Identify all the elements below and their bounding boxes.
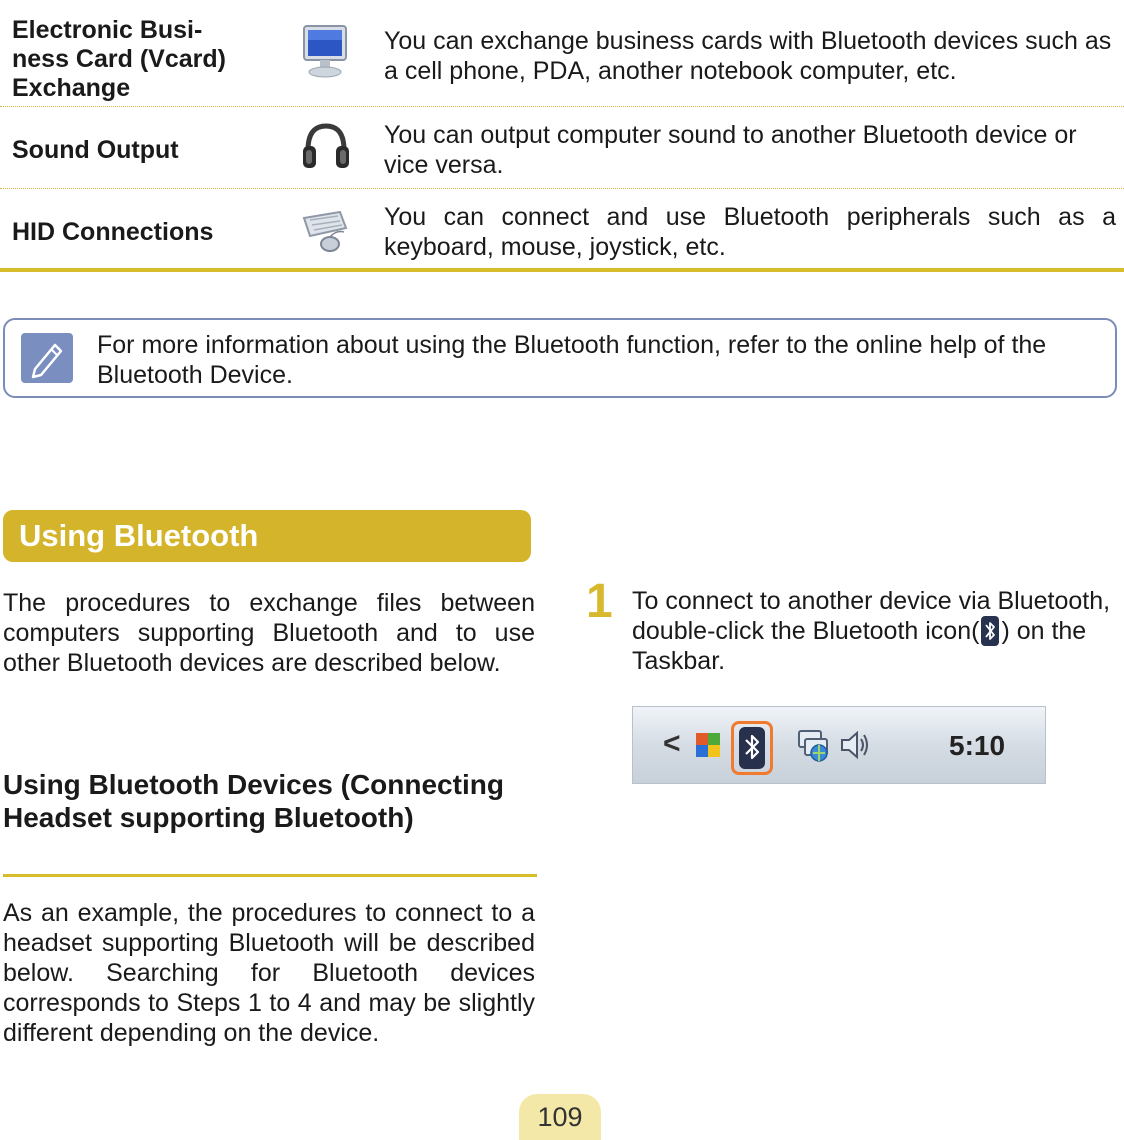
section-header-bar [3,510,531,562]
section-title: Using Bluetooth [19,518,259,553]
taskbar-screenshot [632,706,1046,784]
feature-desc-sound: You can output computer sound to another Bluetooth device or vice versa. [384,121,1077,179]
keyboard-mouse-icon [300,204,352,256]
taskbar-chevron[interactable]: < [663,727,681,760]
note-box [3,318,1117,398]
feature-row-hid [0,188,1124,268]
feature-title-vcard: Electronic Busi- ness Card (Vcard) Exchange [12,16,226,102]
feature-row-sound [0,106,1124,188]
bluetooth-icon [981,616,999,646]
feature-title-sound: Sound Output [12,136,179,164]
feature-title-hid: HID Connections [12,218,214,246]
feature-desc-hid: You can connect and use Bluetooth peripherals such as a keyboard, mouse, joystick, etc. [384,203,1116,261]
taskbar-clock[interactable]: 5:10 [949,730,1006,761]
feature-desc-vcard: You can exchange business cards with Bluetooth devices such as a cell phone, PDA, another notebook computer, etc. [384,27,1112,85]
network-icon[interactable] [797,725,833,770]
step-number: 1 [586,575,613,628]
subheading: Using Bluetooth Devices (Connecting Headset supporting Bluetooth) [3,769,504,833]
volume-icon[interactable] [839,727,873,768]
table-bottom-rule [0,268,1124,272]
bluetooth-icon[interactable] [739,727,765,774]
step-text: To connect to another device via Bluetooth, double-click the Bluetooth icon( ) on the Taskbar. [632,587,1111,675]
vcard-monitor-icon [300,24,352,76]
taskbar-shield-icon[interactable] [693,725,723,770]
body-paragraph: As an example, the procedures to connect to a headset supporting Bluetooth will be described below. Searching for Bluetooth devices corresponds to Steps 1 to 4 and may be slightly different depending on the device. [3,899,535,1047]
subheading-rule [3,874,537,877]
headphones-icon [300,120,352,172]
note-text: For more information about using the Bluetooth function, refer to the online help of the Bluetooth Device. [97,331,1047,389]
pencil-note-icon [21,333,73,383]
page-number: 109 [537,1102,583,1132]
intro-paragraph: The procedures to exchange files between computers supporting Bluetooth and to use other Bluetooth devices are described below. [3,589,535,677]
page-number-tab [519,1094,601,1140]
feature-row-vcard [0,0,1124,106]
